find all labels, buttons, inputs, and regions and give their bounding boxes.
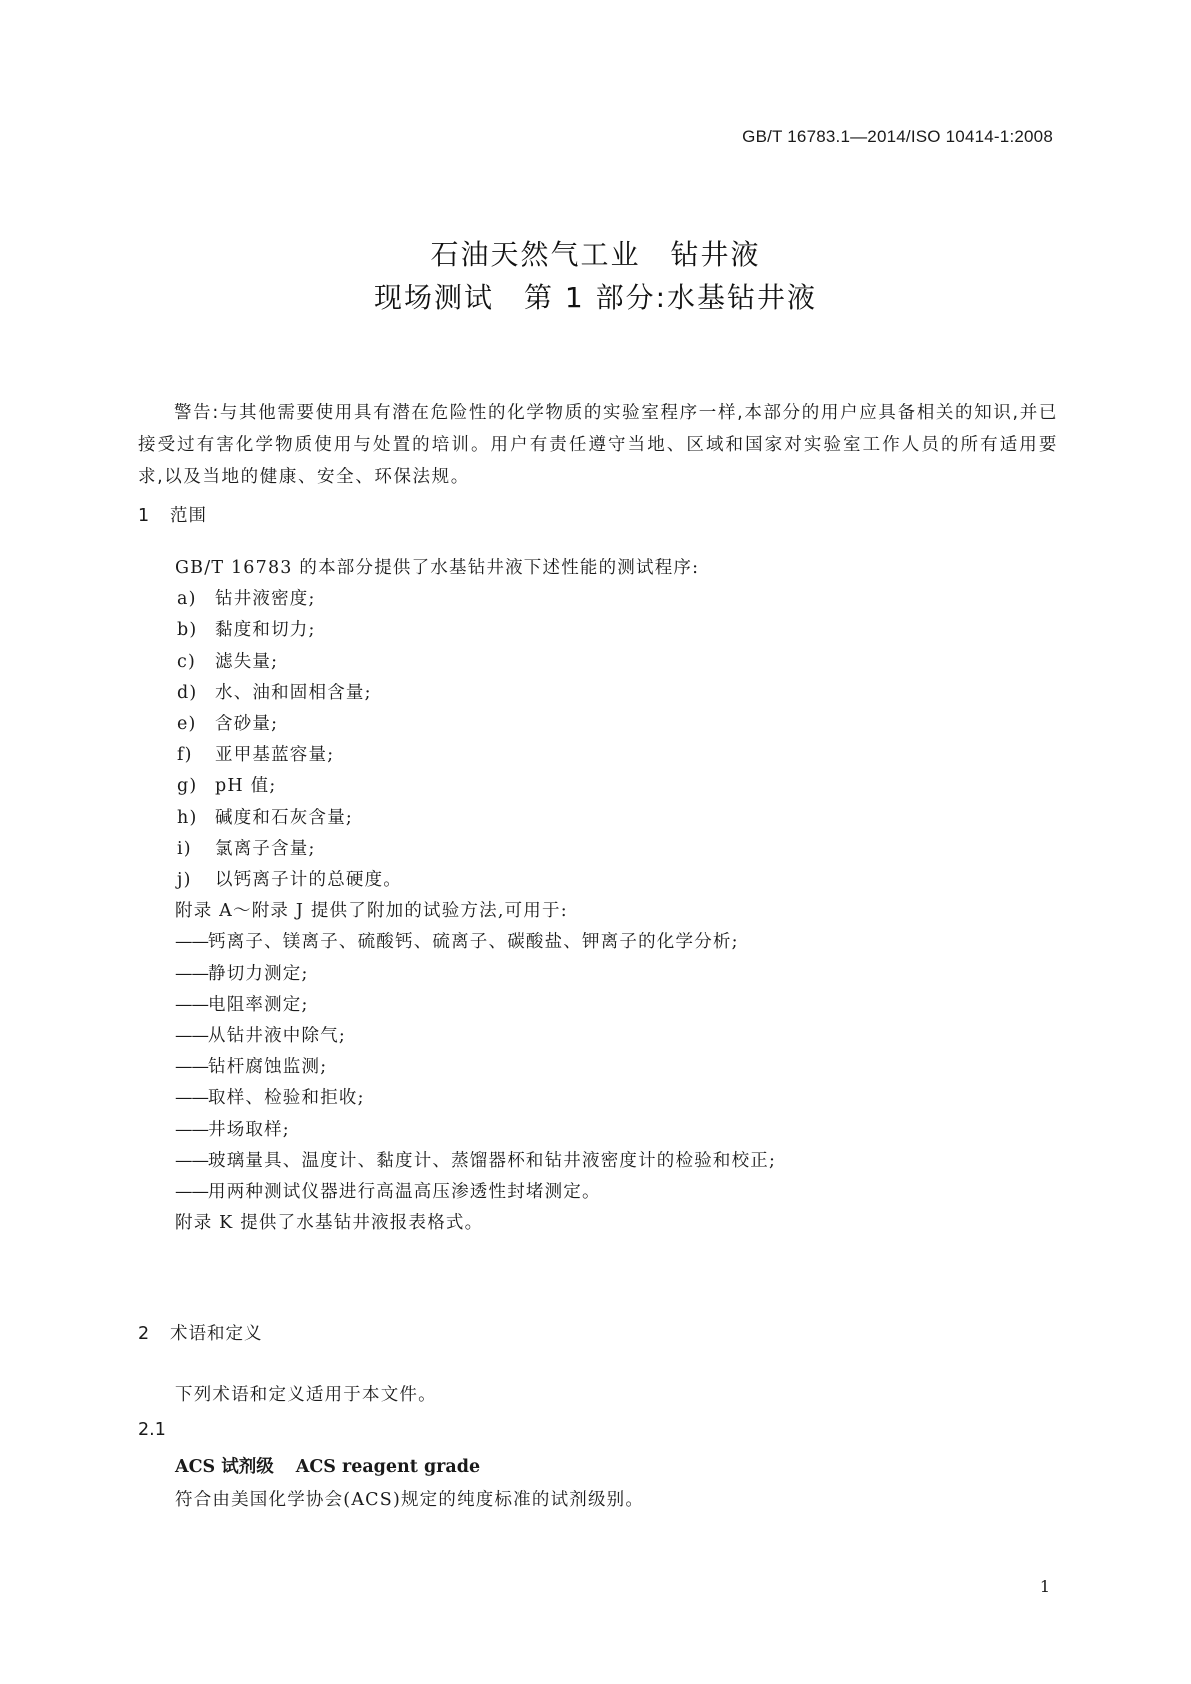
annex-item-text: 玻璃量具、温度计、黏度计、蒸馏器杯和钻井液密度计的检验和校正; — [208, 1150, 777, 1171]
section-1-title: 范围 — [170, 506, 207, 526]
section-2-number: 2 — [138, 1324, 151, 1344]
list-item — [175, 771, 776, 802]
annex-item-text: 取样、检验和拒收; — [208, 1088, 365, 1109]
annex-k-note: 附录 K 提供了水基钻井液报表格式。 — [175, 1213, 484, 1234]
dash-marker: —— — [175, 1026, 208, 1047]
dash-marker: —— — [175, 1057, 208, 1078]
list-item — [175, 740, 776, 771]
list-item — [175, 865, 776, 896]
annex-item-text: 井场取样; — [208, 1119, 290, 1140]
annex-list-item — [175, 990, 776, 1021]
list-item-label: h) — [177, 807, 198, 828]
annex-list-item — [175, 927, 776, 958]
dash-marker: —— — [175, 1182, 208, 1203]
section-1-body — [175, 553, 776, 1239]
list-item-text: pH 值; — [215, 776, 277, 797]
list-item-label: c) — [177, 651, 197, 672]
term-definition: 符合由美国化学协会(ACS)规定的纯度标准的试剂级别。 — [175, 1490, 645, 1510]
list-item — [175, 615, 776, 646]
annex-item-text: 钻杆腐蚀监测; — [208, 1057, 328, 1078]
annex-intro: 附录 A～附录 J 提供了附加的试验方法,可用于: — [175, 901, 568, 922]
annex-item-text: 静切力测定; — [208, 963, 309, 984]
annex-item-text: 电阻率测定; — [208, 994, 309, 1015]
section-2-intro — [175, 1380, 437, 1411]
list-item-text: 以钙离子计的总硬度。 — [215, 870, 402, 891]
list-item-text: 含砂量; — [215, 714, 279, 735]
list-item-text: 氯离子含量; — [215, 838, 316, 859]
annex-list-item — [175, 1083, 776, 1114]
annex-item-text: 用两种测试仪器进行高温高压渗透性封堵测定。 — [208, 1182, 601, 1203]
annex-list-item — [175, 1177, 776, 1208]
standard-code: GB/T 16783.1—2014/ISO 10414-1:2008 — [742, 127, 1053, 146]
dash-marker: —— — [175, 1088, 208, 1109]
list-item-text: 滤失量; — [215, 651, 279, 672]
list-item-label: b) — [177, 620, 198, 641]
dash-marker: —— — [175, 994, 208, 1015]
list-item-label: f) — [177, 745, 193, 766]
annex-list-item — [175, 1115, 776, 1146]
list-item — [175, 584, 776, 615]
list-item-text: 黏度和切力; — [215, 620, 316, 641]
term-chinese: ACS 试剂级 — [175, 1457, 274, 1477]
scope-intro: GB/T 16783 的本部分提供了水基钻井液下述性能的测试程序: — [175, 558, 700, 578]
annex-list-item — [175, 1021, 776, 1052]
annex-list-item — [175, 1146, 776, 1177]
term-number: 2.1 — [138, 1420, 166, 1440]
list-item-label: g) — [177, 776, 198, 797]
section-2-heading — [138, 1320, 263, 1345]
dash-marker: —— — [175, 932, 208, 953]
annex-item-text: 从钻井液中除气; — [208, 1026, 346, 1047]
dash-marker: —— — [175, 1119, 208, 1140]
annex-list-item — [175, 1052, 776, 1083]
list-item-label: a) — [177, 589, 197, 610]
section-2-title: 术语和定义 — [170, 1324, 263, 1344]
list-item-label: e) — [177, 714, 197, 735]
list-item-label: j) — [177, 870, 192, 891]
warning-paragraph: 警告:与其他需要使用具有潜在危险性的化学物质的实验室程序一样,本部分的用户应具备相关的知识,并已接受过有害化学物质使用与处置的培训。用户有责任遵守当地、区域和国家对实验室工作人员的所有适用要求,以及当地的健康、安全、环保法规。 — [138, 403, 1058, 487]
list-item-text: 亚甲基蓝容量; — [215, 745, 335, 766]
page-number: 1 — [1039, 1577, 1050, 1596]
section-1-number: 1 — [138, 506, 151, 526]
annex-list-item — [175, 959, 776, 990]
list-item-text: 碱度和石灰含量; — [215, 807, 353, 828]
list-item — [175, 803, 776, 834]
dash-marker: —— — [175, 1150, 208, 1171]
list-item-label: d) — [177, 682, 198, 703]
annex-item-text: 钙离子、镁离子、硫酸钙、硫离子、碳酸盐、钾离子的化学分析; — [208, 932, 739, 953]
list-item-text: 钻井液密度; — [215, 589, 316, 610]
document-title-line-1: 石油天然气工业 钻井液 — [430, 238, 761, 271]
document-title-line-2: 现场测试 第 1 部分:水基钻井液 — [373, 281, 818, 314]
term-heading — [175, 1453, 480, 1478]
terms-intro: 下列术语和定义适用于本文件。 — [175, 1385, 437, 1405]
list-item — [175, 834, 776, 865]
term-english: ACS reagent grade — [295, 1457, 481, 1477]
list-item — [175, 647, 776, 678]
section-1-heading — [138, 502, 207, 527]
list-item — [175, 709, 776, 740]
list-item-label: i) — [177, 838, 192, 859]
list-item — [175, 678, 776, 709]
list-item-text: 水、油和固相含量; — [215, 682, 372, 703]
dash-marker: —— — [175, 963, 208, 984]
